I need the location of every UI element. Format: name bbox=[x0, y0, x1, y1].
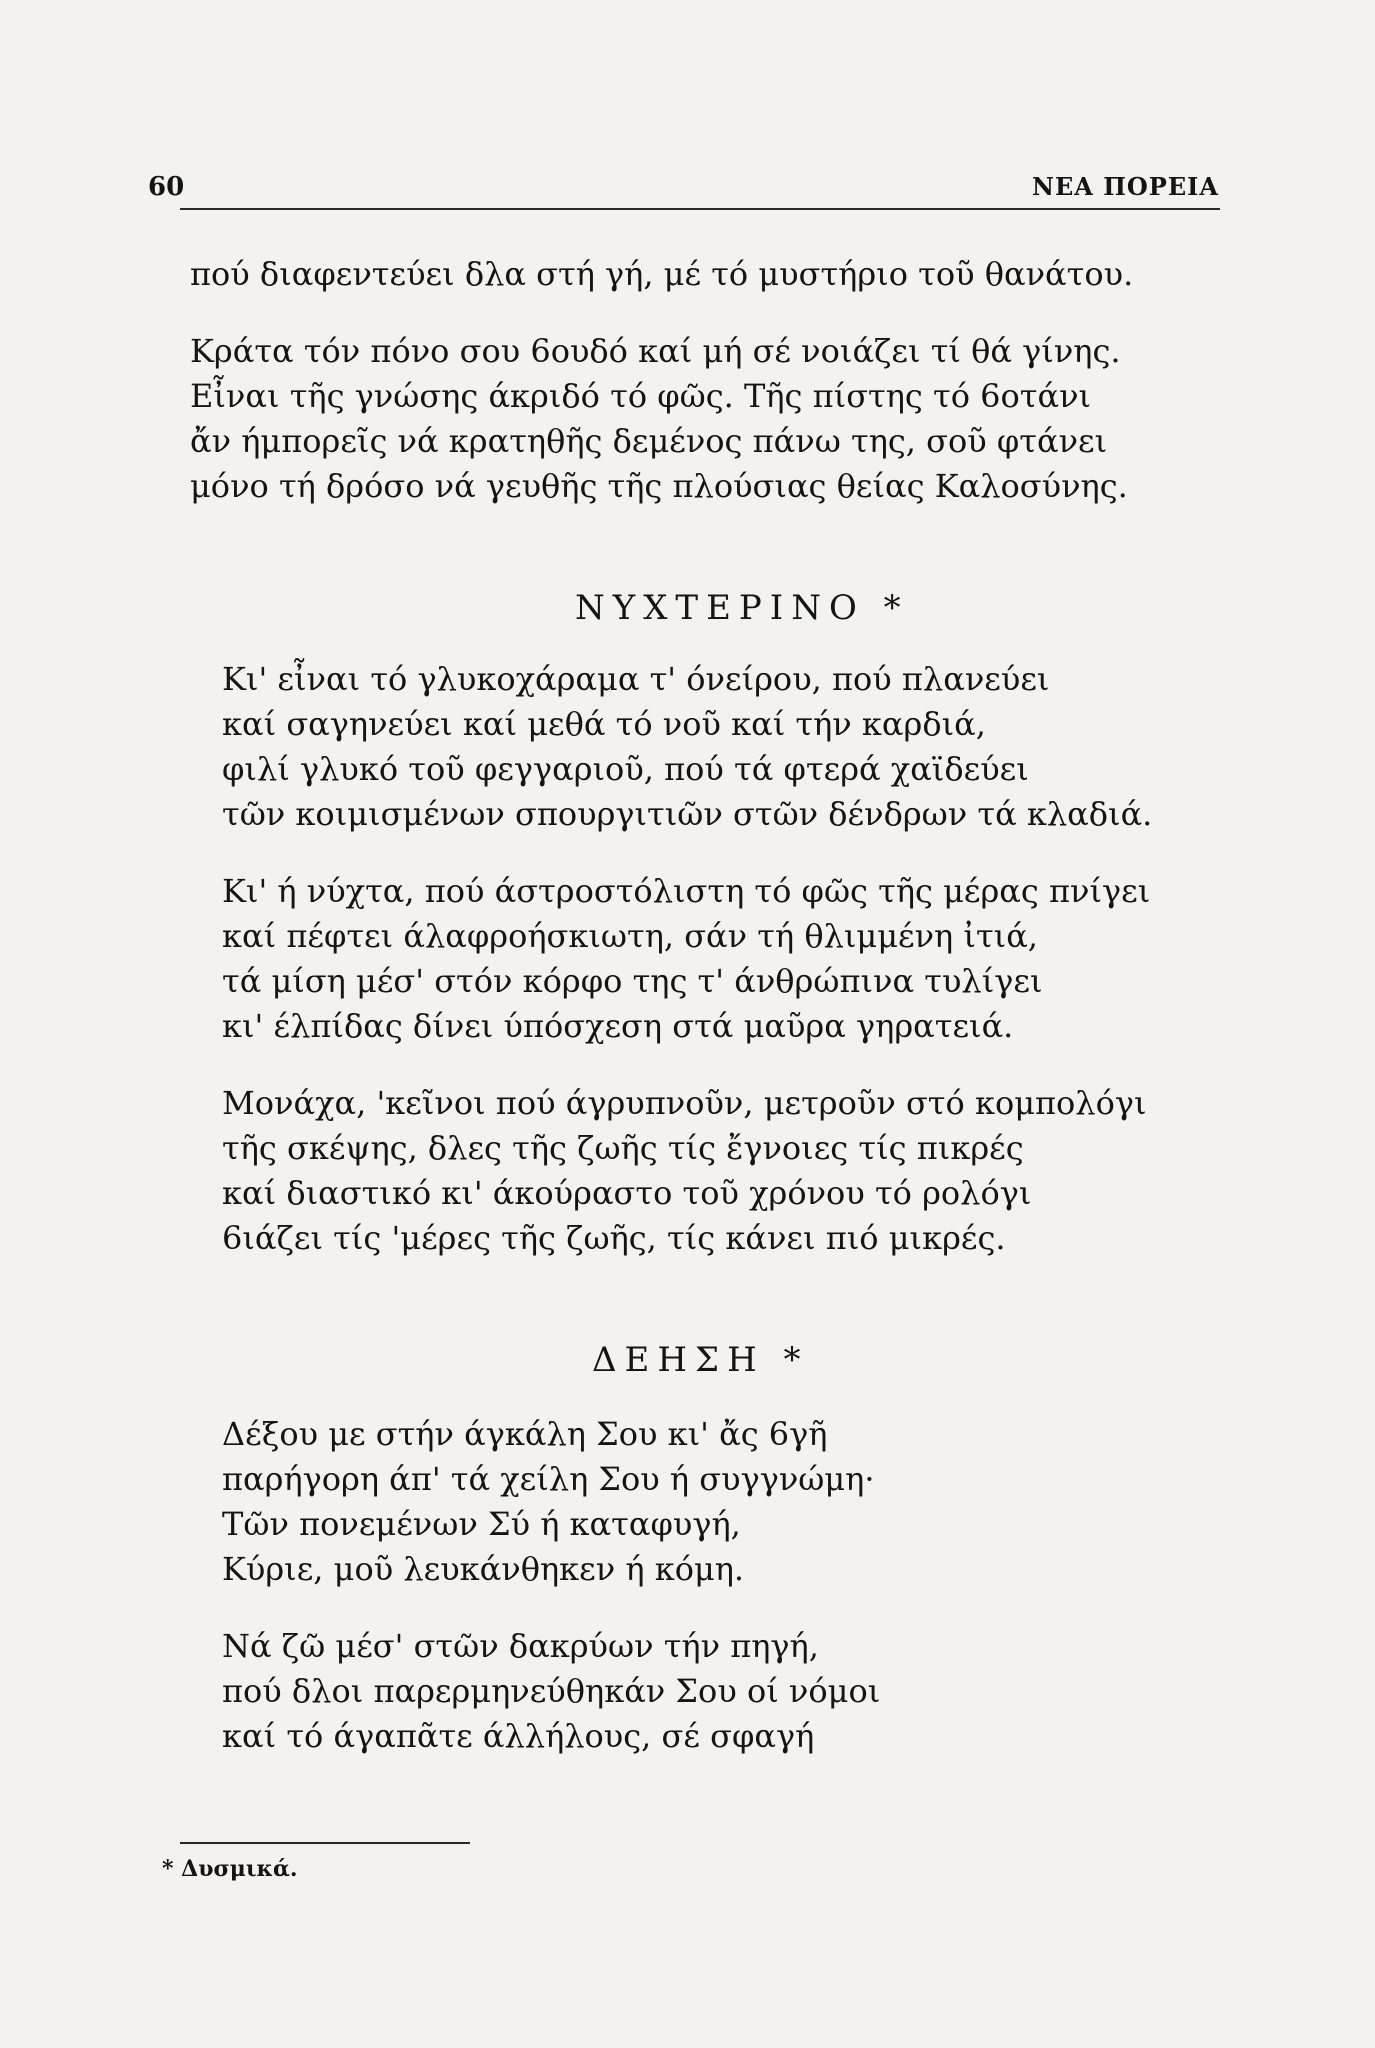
poem-line: Τῶν πονεμένων Σύ ή καταφυγή, bbox=[222, 1505, 741, 1543]
poem-line: 6ιάζει τίς 'μέρες τῆς ζωῆς, τίς κάνει πιό μικρές. bbox=[222, 1219, 1006, 1257]
poem-line: Μονάχα, 'κεῖνοι πού άγρυπνοῦν, μετροῦν στό κομπολόγι bbox=[222, 1084, 1147, 1122]
poem-line: καί τό άγαπᾶτε άλλήλους, σέ σφαγή bbox=[222, 1717, 815, 1755]
poem-line: τῆς σκέψης, δλες τῆς ζωῆς τίς ἔγνοιες τίς πικρές bbox=[222, 1129, 1024, 1167]
poem-title: ΔΕΗΣΗ * bbox=[592, 1340, 809, 1380]
poem-line: κι' έλπίδας δίνει ύπόσχεση στά μαῦρα γηρατειά. bbox=[222, 1007, 1014, 1045]
intro-stanza-line: Εἶναι τῆς γνώσης άκριδό τό φῶς. Τῆς πίστης τό 6οτάνι bbox=[190, 377, 1092, 415]
poem-line: καί σαγηνεύει καί μεθά τό νοῦ καί τήν καρδιά, bbox=[222, 705, 986, 743]
poem-title: ΝΥΧΤΕΡΙΝΟ * bbox=[575, 588, 909, 628]
poem-line: Κι' εἶναι τό γλυκοχάραμα τ' όνείρου, πού πλανεύει bbox=[222, 660, 1050, 698]
poem-line: πού δλοι παρερμηνεύθηκάν Σου οί νόμοι bbox=[222, 1672, 881, 1710]
running-title: ΝΕΑ ΠΟΡΕΙΑ bbox=[1032, 172, 1219, 201]
page-number: 60 bbox=[148, 172, 185, 202]
header-rule bbox=[180, 208, 1220, 210]
poem-line: Νά ζῶ μέσ' στῶν δακρύων τήν πηγή, bbox=[222, 1627, 819, 1665]
poem-line: παρήγορη άπ' τά χείλη Σου ή συγγνώμη· bbox=[222, 1460, 875, 1498]
poem-line: φιλί γλυκό τοῦ φεγγαριοῦ, πού τά φτερά χαϊδεύει bbox=[222, 750, 1029, 788]
poem-line: Κι' ή νύχτα, πού άστροστόλιστη τό φῶς τῆς μέρας πνίγει bbox=[222, 872, 1151, 910]
footnote-rule bbox=[180, 1842, 470, 1844]
poem-line: Δέξου με στήν άγκάλη Σου κι' ἄς 6γῆ bbox=[222, 1415, 828, 1453]
intro-stanza-line: Κράτα τόν πόνο σου 6ουδό καί μή σέ νοιάζει τί θά γίνης. bbox=[190, 332, 1121, 370]
poem-line: Κύριε, μοῦ λευκάνθηκεν ή κόμη. bbox=[222, 1550, 745, 1588]
poem-line: τά μίση μέσ' στόν κόρφο της τ' άνθρώπινα τυλίγει bbox=[222, 962, 1043, 1000]
intro-stanza-line: ἄν ήμπορεῖς νά κρατηθῆς δεμένος πάνω της, σοῦ φτάνει bbox=[190, 422, 1108, 460]
poem-line: καί διαστικό κι' άκούραστο τοῦ χρόνου τό ρολόγι bbox=[222, 1174, 1032, 1212]
intro-line: πού διαφεντεύει δλα στή γή, μέ τό μυστήριο τοῦ θανάτου. bbox=[190, 255, 1134, 293]
poem-line: τῶν κοιμισμένων σπουργιτιῶν στῶν δένδρων τά κλαδιά. bbox=[222, 795, 1153, 833]
footnote: * Δυσμικά. bbox=[162, 1856, 298, 1882]
intro-stanza-line: μόνο τή δρόσο νά γευθῆς τῆς πλούσιας θείας Καλοσύνης. bbox=[190, 467, 1128, 505]
poem-line: καί πέφτει άλαφροήσκιωτη, σάν τή θλιμμένη ἰτιά, bbox=[222, 917, 1038, 955]
